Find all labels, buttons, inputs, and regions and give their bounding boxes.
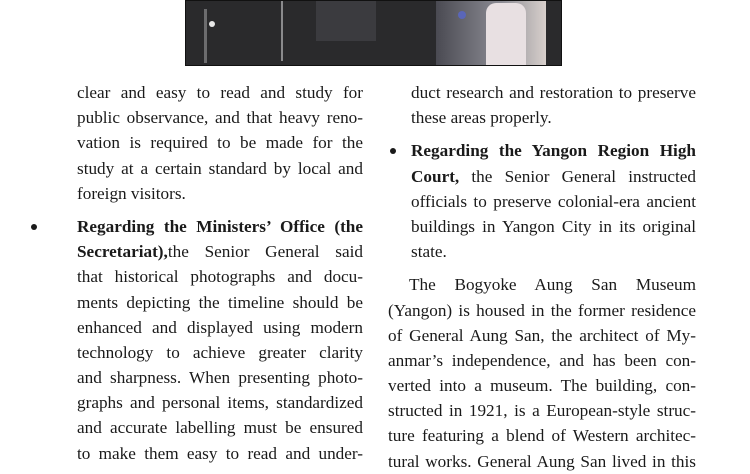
bullet-icon [390,148,396,154]
text-line: officials to preserve colonial-era ancient [411,191,696,211]
text-line: the Senior General said [167,242,363,262]
text-line: and accurate labelling must be ensured [77,418,363,438]
left-column [54,80,363,466]
text-line: ture featuring a blend of Western architec- [388,426,696,446]
text-line: ments depicting the timeline should be [77,292,363,312]
museum-photo [185,0,562,66]
text-line: clear and easy to read and study for [77,83,363,102]
text-line: buildings in Yangon City in its original [411,216,696,236]
text-line: The Bogyoke Aung San Museum [409,275,696,295]
text-line: study at a certain standard by local and [77,158,363,178]
text-line: technology to achieve greater clarity [77,342,363,362]
text-line: graphs and personal items, standardized [77,393,363,413]
bullet-item-ministers-office [54,214,363,466]
bullet-heading-cont: Court, [411,166,460,186]
bullet-item-high-court [388,138,696,264]
text-line: (Yangon) is housed in the former residence [388,300,696,320]
text-line: public observance, and that heavy reno- [77,108,363,128]
bullet-heading-cont: Secretariat), [77,242,168,262]
paragraph-continuation [388,80,696,130]
text-line: anmar’s independence, and has been con- [388,350,696,370]
text-line: state. [411,242,447,262]
text-line: to make them easy to read and under- [77,443,363,463]
bullet-icon [31,224,37,230]
museum-paragraph [388,272,696,474]
bullet-heading: Regarding the Yangon Region High [411,141,696,161]
text-line: verted into a museum. The building, con- [388,376,696,396]
text-line: and sharpness. When presenting photo- [77,368,363,388]
text-line: of General Aung San, the architect of My- [388,325,696,345]
text-line: enhanced and displayed using modern [77,317,363,337]
text-line: vation is required to be made for the [77,133,363,153]
bullet-heading: Regarding the Ministers’ Office (the [77,216,363,236]
text-line: duct research and restoration to preserve [411,83,696,102]
text-line: foreign visitors. [77,183,186,203]
text-line: structed in 1921, is a European-style struc- [388,401,696,421]
text-line: that historical photographs and docu- [77,267,363,287]
text-line: the Senior General instructed [471,166,696,186]
right-column [388,80,696,474]
text-line: these areas properly. [411,108,552,128]
text-line: tural works. General Aung San lived in this [388,451,696,471]
paragraph-continuation [54,80,363,206]
